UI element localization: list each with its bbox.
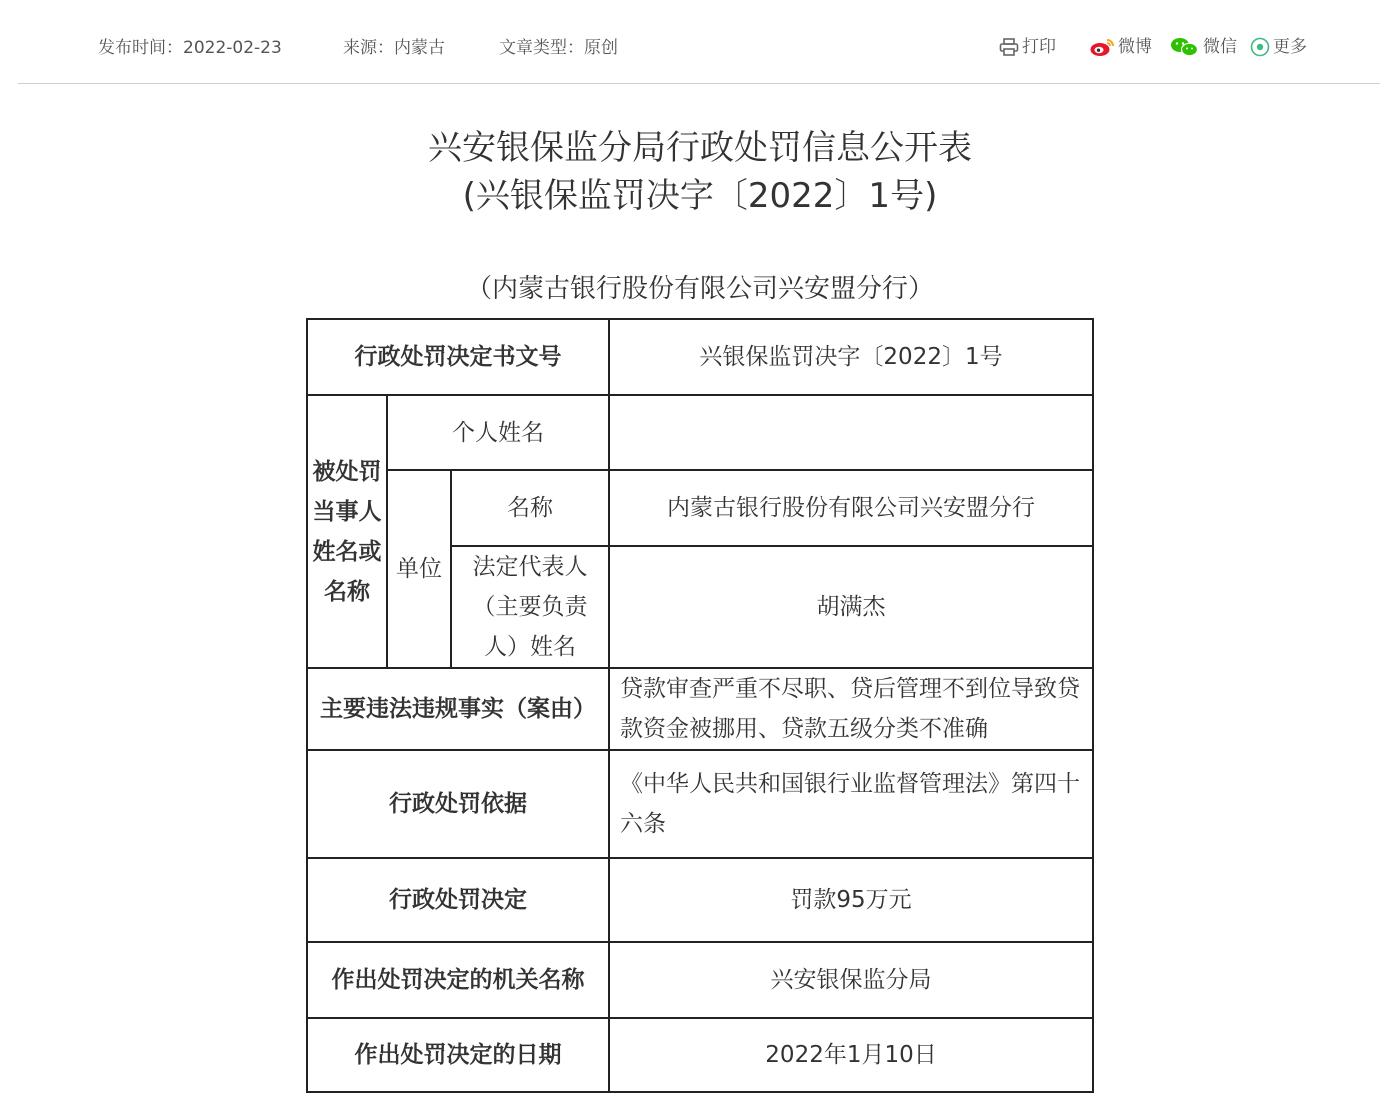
article-type: 文章类型：原创 — [499, 38, 618, 58]
decision-date-label: 作出处罚决定的日期 — [307, 1018, 609, 1092]
print-label: 打印 — [1022, 37, 1056, 57]
decision-date-value: 2022年1月10日 — [609, 1018, 1093, 1092]
table-row — [307, 750, 1093, 858]
authority-label: 作出处罚决定的机关名称 — [307, 942, 609, 1018]
publish-time: 发布时间：2022-02-23 — [98, 38, 282, 58]
document-title: 兴安银保监分局行政处罚信息公开表 — [428, 128, 972, 168]
table-row — [307, 470, 1093, 546]
party-label: 被处罚当事人姓名或名称 — [307, 395, 387, 668]
unit-label: 单位 — [387, 470, 451, 668]
violation-facts-value: 贷款审查严重不尽职、贷后管理不到位导致贷款资金被挪用、贷款五级分类不准确 — [609, 668, 1093, 750]
legal-representative-value: 胡满杰 — [609, 546, 1093, 668]
more-share-icon — [1250, 37, 1270, 57]
weibo-label: 微博 — [1118, 37, 1152, 57]
penalty-info-table — [306, 318, 1094, 1093]
individual-name-value — [609, 395, 1093, 470]
table-row — [307, 942, 1093, 1018]
authority-value: 兴安银保监分局 — [609, 942, 1093, 1018]
printer-icon — [999, 38, 1019, 56]
table-row — [307, 395, 1093, 470]
individual-name-label: 个人姓名 — [387, 395, 609, 470]
more-label: 更多 — [1273, 37, 1307, 57]
wechat-label: 微信 — [1203, 37, 1237, 57]
article-meta-bar — [18, 0, 1380, 84]
table-row — [307, 1018, 1093, 1092]
penalty-basis-label: 行政处罚依据 — [307, 750, 609, 858]
penalty-basis-value: 《中华人民共和国银行业监督管理法》第四十六条 — [609, 750, 1093, 858]
wechat-icon — [1170, 37, 1200, 57]
document-number-title: (兴银保监罚决字〔2022〕1号) — [462, 176, 938, 216]
table-row — [307, 858, 1093, 942]
violation-facts-label: 主要违法违规事实（案由） — [307, 668, 609, 750]
legal-representative-label: 法定代表人（主要负责人）姓名 — [451, 546, 609, 668]
share-more-button[interactable] — [1250, 35, 1307, 59]
share-wechat-button[interactable] — [1170, 35, 1237, 59]
article-source: 来源：内蒙古 — [343, 38, 445, 58]
print-button[interactable] — [999, 35, 1056, 59]
penalty-decision-value: 罚款95万元 — [609, 858, 1093, 942]
weibo-icon — [1089, 37, 1115, 57]
unit-name-value: 内蒙古银行股份有限公司兴安盟分行 — [609, 470, 1093, 546]
share-weibo-button[interactable] — [1089, 35, 1152, 59]
penalized-entity-subtitle: （内蒙古银行股份有限公司兴安盟分行） — [465, 274, 934, 304]
penalty-decision-label: 行政处罚决定 — [307, 858, 609, 942]
doc-number-value: 兴银保监罚决字〔2022〕1号 — [609, 319, 1093, 395]
table-row — [307, 668, 1093, 750]
table-row — [307, 319, 1093, 395]
doc-number-label: 行政处罚决定书文号 — [307, 319, 609, 395]
unit-name-label: 名称 — [451, 470, 609, 546]
